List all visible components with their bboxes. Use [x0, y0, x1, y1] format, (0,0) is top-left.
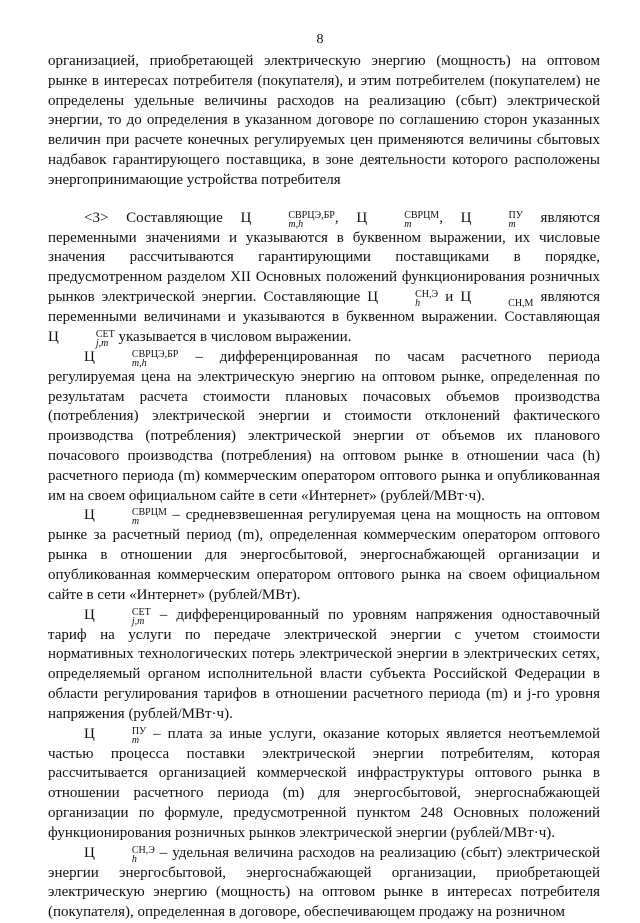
- definition-sne: [48, 844, 600, 923]
- page-number: 8: [316, 32, 324, 47]
- footnote-text-1: являются переменными значениями и указываются в буквенном выражении, их числовые значения рассчитываются гарантирующими поставщиками в порядке, предусмотренном разделом XII Основных положений функционирования розничных рынков электрической энергии. Составляющие: [48, 209, 601, 305]
- definition-svrcebr: [48, 348, 600, 507]
- paragraph-gap: [48, 191, 600, 209]
- symbol-snm: Ц СН,М: [460, 288, 534, 309]
- footnote-text-3: указывается в числовом выражении.: [118, 328, 352, 345]
- symbol-set: Ц СЕТ j,m: [48, 328, 115, 349]
- definition-text: – средневзвешенная регулируемая цена на мощность на оптовом рынке за расчетный период (m), определенная коммерческим оператором оптового рынка в отношении для энергосбытовой, энергоснабжающей организации и опубликованная коммерческим оператором оптового рынка на своем официальном сайте в сети «Интернет» (рублей/МВт).: [48, 507, 600, 603]
- footnote-lead: <3> Составляющие: [84, 209, 223, 226]
- symbol-svrcebr: Ц СВРЦЭ,БР m,h: [240, 209, 335, 230]
- symbol-pu: Ц ПУ m: [460, 209, 523, 230]
- symbol-sne: Ц СН,Э h: [367, 288, 439, 309]
- symbol-svrcm: Ц СВРЦМ m: [356, 209, 440, 230]
- conjunction: и: [445, 288, 454, 305]
- definition-pu: [48, 725, 600, 844]
- definition-text: – удельная величина расходов на реализацию (сбыт) электрической энергии энергосбытовой, энергоснабжающей организации, приобретающей электрическую энергию (мощность) на оптовом рынке в интересах потребителя (покупателя), определенная в договоре, обеспечивающем продажу на розничном: [48, 844, 601, 921]
- definition-text: – дифференцированная по часам расчетного периода регулируемая цена на электрическую энергию на оптовом рынке, определенная по результатам расчета стоимости плановых почасовых объемов производства (потребления) электрической энергии и стоимости отклонений фактического производства (потребления) электрической энергии от объемов их планового почасового производства (потребления) на оптовом рынке в отношении часа (h) расчетного периода (m) коммерческим оператором оптового рынка и опубликованная им на своем официальном сайте в сети «Интернет» (рублей/МВт·ч).: [48, 348, 600, 504]
- separator: ,: [439, 209, 443, 226]
- definition-text: – плата за иные услуги, оказание которых является неотъемлемой частью процесса поставки электрической энергии потребителям, которая рассчитывается организацией коммерческой инфраструктуры оптового рынка в отношении расчетного периода (m) для энергосбытовой, энергоснабжающей организации по формуле, предусмотренной пунктом 248 Основных положений функционирования розничных рынков электрической энергии (рублей/МВт·ч).: [48, 725, 600, 841]
- symbol-sne: Ц СН,Э h: [84, 844, 155, 865]
- symbol-pu: Ц ПУ m: [84, 725, 147, 746]
- footnote-text-2: являются переменными величинами и указываются в буквенном выражении. Составляющая: [48, 288, 601, 325]
- definition-svrcm: [48, 506, 600, 605]
- document-body: [48, 52, 600, 923]
- paragraph-footnote-3: [48, 209, 600, 348]
- paragraph-continuation: организацией, приобретающей электрическую энергию (мощность) на оптовом рынке в интересах потребителя (покупателя), и этим потребителем (покупателем) не определены удельные величины расходов на реализацию (сбыт) электрической энергии, то до определения в указанном договоре по соглашению сторон указанных величин при расчете конечных регулируемых цен применяются величины сбытовых надбавок гарантирующего поставщика, в зоне деятельности которого расположены энергопринимающие устройства потребителя: [48, 53, 600, 188]
- separator: ,: [334, 209, 339, 226]
- symbol-svrcm: Ц СВРЦМ m: [84, 507, 167, 528]
- definition-text: – дифференцированный по уровням напряжения одноставочный тариф на услуги по передаче электрической энергии с учетом стоимости нормативных технологических потерь электрической энергии в электрических сетях, определяемый органом исполнительной власти субъекта Российской Федерации в области регулирования тарифов в отношении расчетного периода (m) и j-го уровня напряжения (рублей/МВт·ч).: [48, 606, 600, 722]
- symbol-set: Ц СЕТ j,m: [84, 606, 151, 627]
- definition-set: [48, 606, 600, 725]
- symbol-svrcebr: Ц СВРЦЭ,БР m,h: [84, 348, 179, 369]
